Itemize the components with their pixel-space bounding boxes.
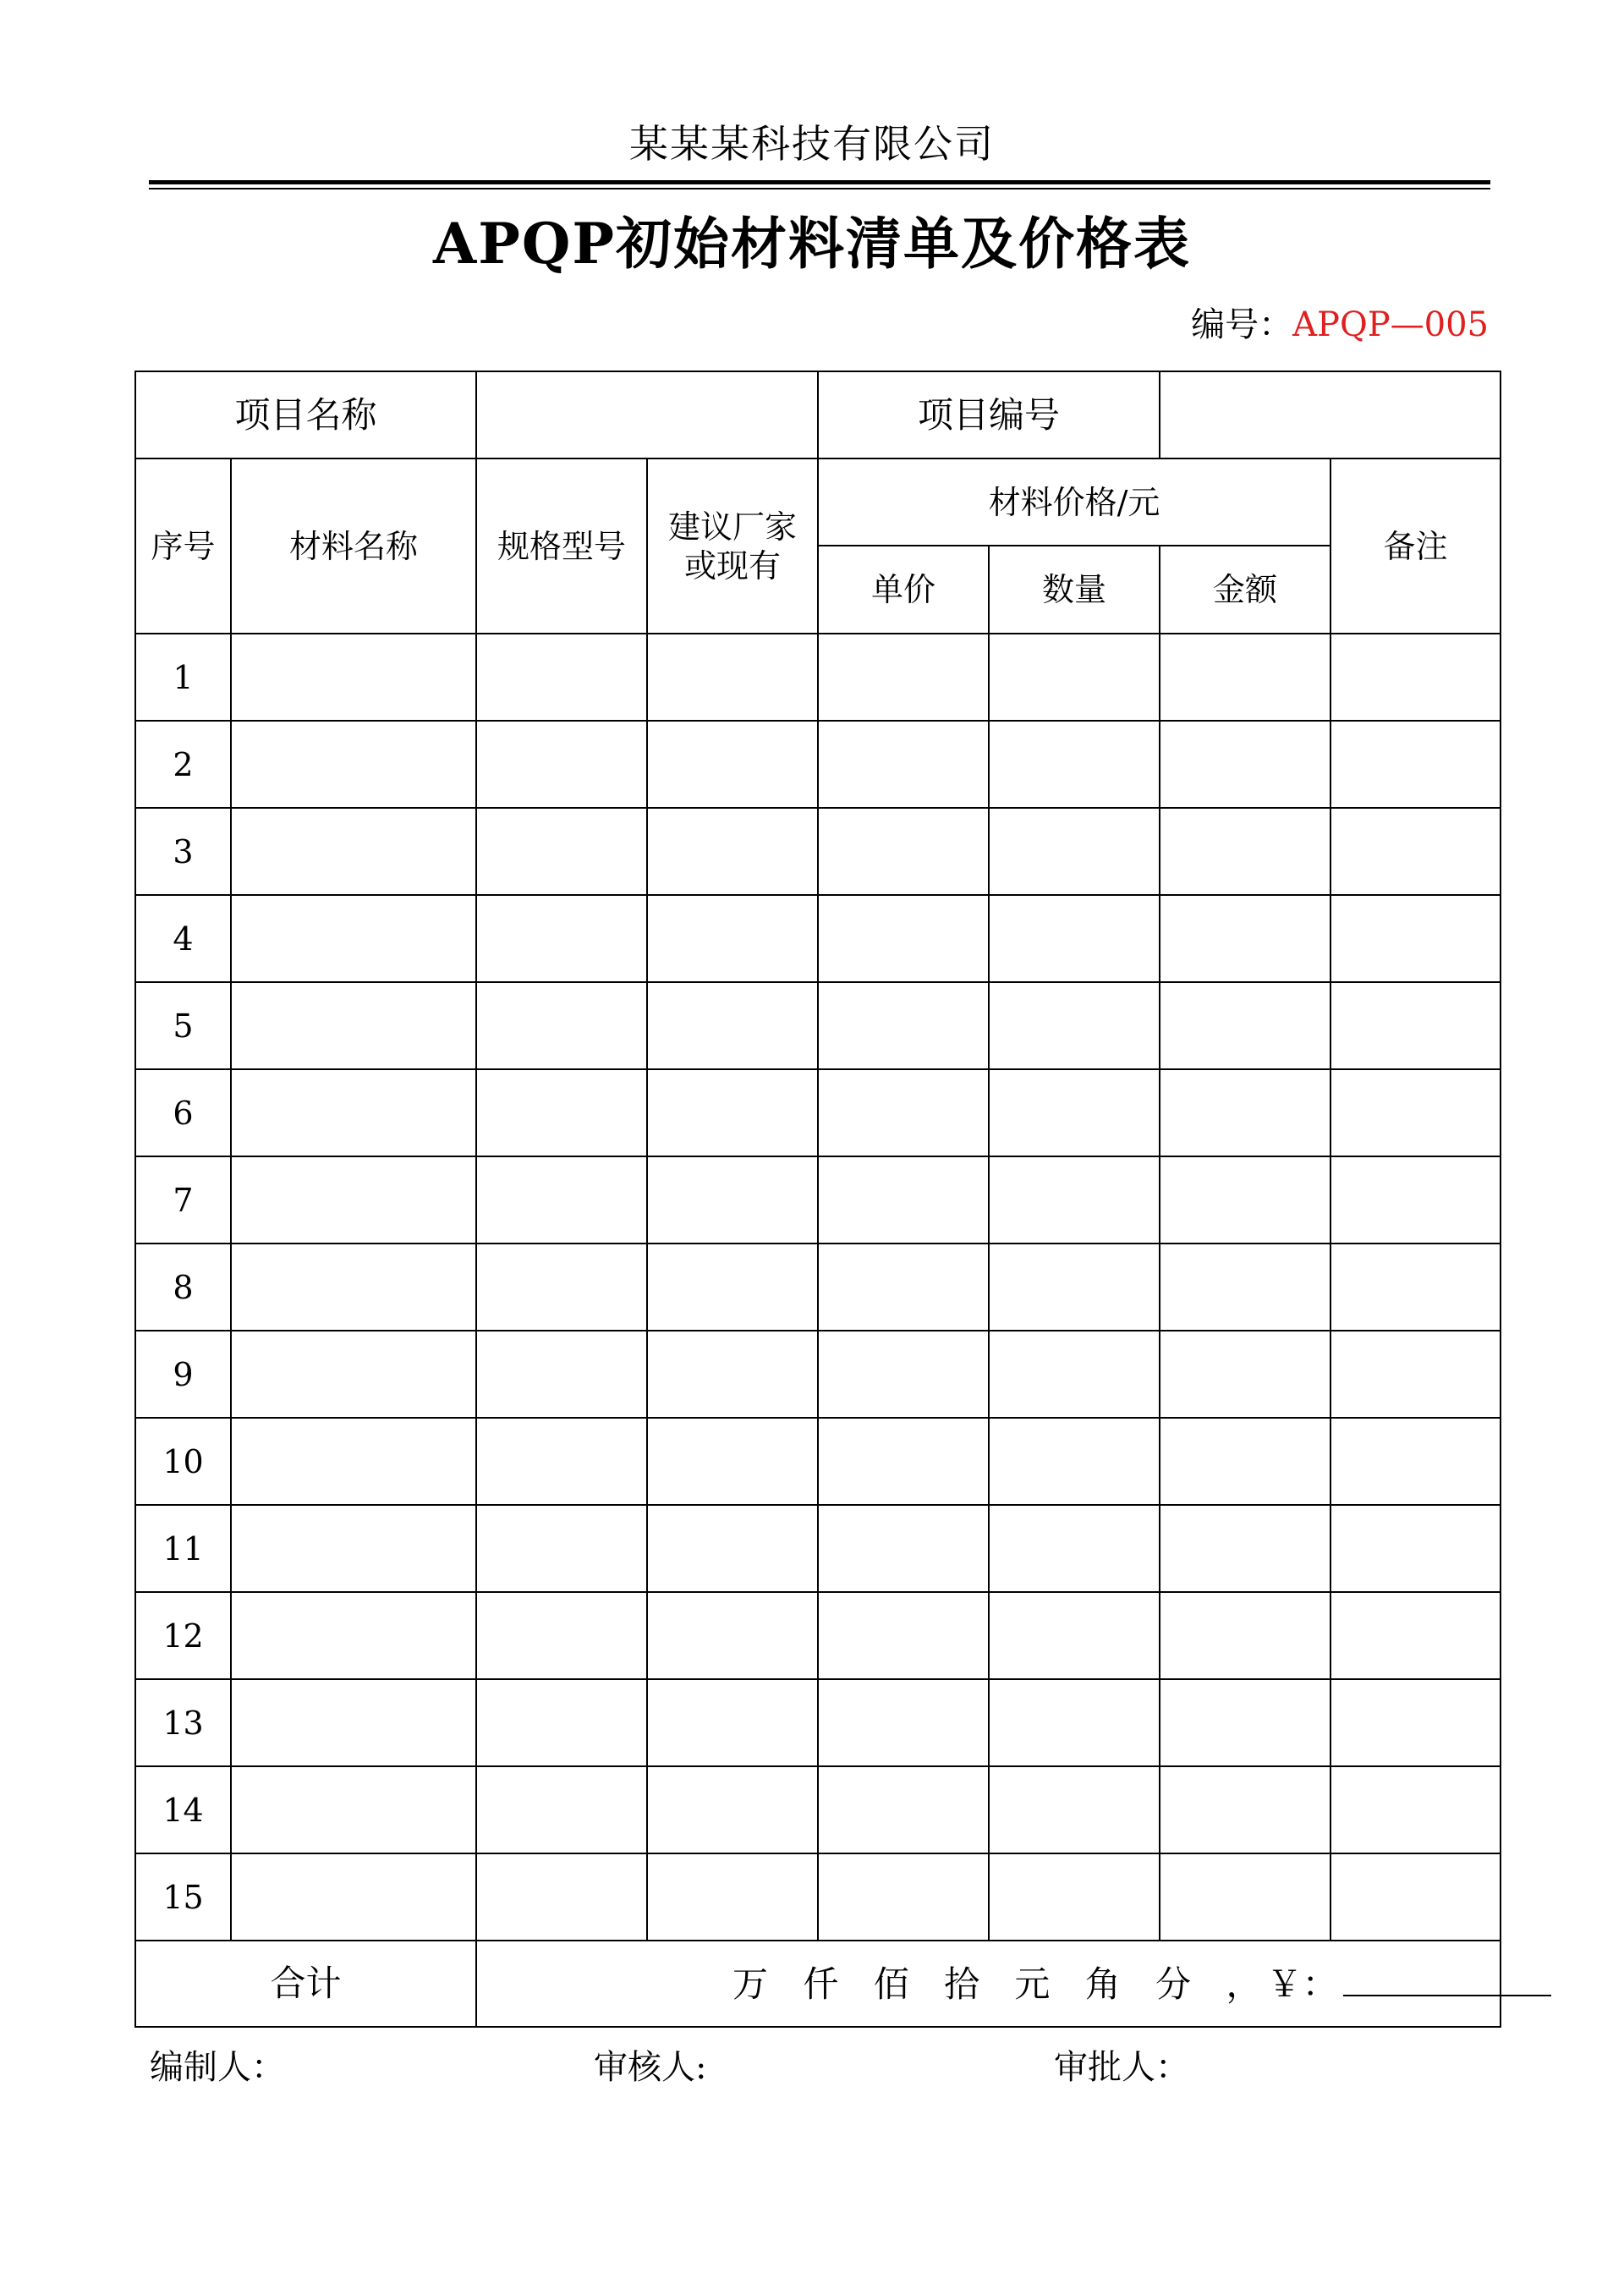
cell-quantity[interactable]: [989, 1069, 1160, 1156]
cell-supplier[interactable]: [647, 1853, 818, 1941]
cell-material-name[interactable]: [231, 1156, 476, 1244]
cell-quantity[interactable]: [989, 1156, 1160, 1244]
cell-spec[interactable]: [476, 808, 647, 895]
cell-material-name[interactable]: [231, 721, 476, 808]
row-seq: 1: [135, 634, 231, 721]
table-row: [135, 1069, 1501, 1156]
document-number-label: 编号：: [1191, 305, 1293, 344]
cell-unit-price[interactable]: [818, 1505, 989, 1592]
cell-spec[interactable]: [476, 895, 647, 982]
cell-unit-price[interactable]: [818, 1592, 989, 1679]
cell-material-name[interactable]: [231, 1069, 476, 1156]
cell-spec[interactable]: [476, 1069, 647, 1156]
row-seq: 14: [135, 1766, 231, 1853]
cell-supplier[interactable]: [647, 1069, 818, 1156]
cell-unit-price[interactable]: [818, 1331, 989, 1418]
cell-material-name[interactable]: [231, 895, 476, 982]
cell-material-name[interactable]: [231, 634, 476, 721]
header-remarks: 备注: [1330, 458, 1501, 634]
cell-supplier[interactable]: [647, 895, 818, 982]
total-currency: ￥：: [1266, 1963, 1338, 2005]
cell-spec[interactable]: [476, 1156, 647, 1244]
cell-remarks[interactable]: [1330, 1156, 1501, 1244]
row-seq: 15: [135, 1853, 231, 1941]
cell-spec[interactable]: [476, 1853, 647, 1941]
cell-material-name[interactable]: [231, 1331, 476, 1418]
cell-remarks[interactable]: [1330, 1766, 1501, 1853]
header-unit-price: 单价: [818, 546, 989, 634]
cell-amount[interactable]: [1160, 895, 1330, 982]
cell-amount[interactable]: [1160, 721, 1330, 808]
cell-supplier[interactable]: [647, 808, 818, 895]
cell-quantity[interactable]: [989, 1853, 1160, 1941]
cell-remarks[interactable]: [1330, 1505, 1501, 1592]
header-rule-thick: [149, 180, 1490, 184]
cell-remarks[interactable]: [1330, 1853, 1501, 1941]
cell-spec[interactable]: [476, 1331, 647, 1418]
reviewer-label: 审核人:: [594, 2048, 707, 2087]
cell-quantity[interactable]: [989, 895, 1160, 982]
project-number-label: 项目编号: [818, 371, 1160, 458]
row-seq: 2: [135, 721, 231, 808]
row-seq: 3: [135, 808, 231, 895]
cell-spec[interactable]: [476, 634, 647, 721]
column-header-row: [135, 458, 1501, 546]
row-seq: 13: [135, 1679, 231, 1766]
total-row: [135, 1941, 1501, 2027]
cell-amount[interactable]: [1160, 1679, 1330, 1766]
project-name-label: 项目名称: [135, 371, 476, 458]
cell-amount[interactable]: [1160, 1766, 1330, 1853]
cell-material-name[interactable]: [231, 808, 476, 895]
company-name: 某某某科技有限公司: [629, 121, 995, 167]
cell-supplier[interactable]: [647, 1592, 818, 1679]
cell-amount[interactable]: [1160, 1244, 1330, 1331]
cell-spec[interactable]: [476, 1505, 647, 1592]
cell-remarks[interactable]: [1330, 1331, 1501, 1418]
table-row: [135, 1156, 1501, 1244]
cell-quantity[interactable]: [989, 1679, 1160, 1766]
row-seq: 6: [135, 1069, 231, 1156]
cell-amount[interactable]: [1160, 1505, 1330, 1592]
row-seq: 9: [135, 1331, 231, 1418]
cell-unit-price[interactable]: [818, 1766, 989, 1853]
cell-material-name[interactable]: [231, 1244, 476, 1331]
cell-supplier[interactable]: [647, 1331, 818, 1418]
cell-unit-price[interactable]: [818, 1156, 989, 1244]
cell-unit-price[interactable]: [818, 721, 989, 808]
cell-amount[interactable]: [1160, 1592, 1330, 1679]
header-material-name: 材料名称: [231, 458, 476, 634]
cell-spec[interactable]: [476, 1766, 647, 1853]
table-row: [135, 1331, 1501, 1418]
document-number-value: APQP—005: [1292, 305, 1489, 344]
table-row: [135, 808, 1501, 895]
table-row: [135, 1766, 1501, 1853]
header-supplier: [647, 458, 818, 634]
cell-amount[interactable]: [1160, 1069, 1330, 1156]
table-row: [135, 982, 1501, 1069]
cell-remarks[interactable]: [1330, 1244, 1501, 1331]
cell-unit-price[interactable]: [818, 1679, 989, 1766]
header-spec: 规格型号: [476, 458, 647, 634]
cell-spec[interactable]: [476, 1244, 647, 1331]
cell-quantity[interactable]: [989, 1766, 1160, 1853]
table-row: [135, 895, 1501, 982]
cell-amount[interactable]: [1160, 808, 1330, 895]
table-row: [135, 1853, 1501, 1941]
cell-supplier[interactable]: [647, 982, 818, 1069]
row-seq: 11: [135, 1505, 231, 1592]
row-seq: 8: [135, 1244, 231, 1331]
header-amount: 金额: [1160, 546, 1330, 634]
cell-remarks[interactable]: [1330, 1418, 1501, 1505]
header-supplier-line1: 建议厂家: [668, 508, 798, 546]
cell-amount[interactable]: [1160, 1156, 1330, 1244]
cell-unit-price[interactable]: [818, 634, 989, 721]
header-quantity: 数量: [989, 546, 1160, 634]
cell-material-name[interactable]: [231, 1592, 476, 1679]
header-seq: 序号: [135, 458, 231, 634]
total-label: 合计: [135, 1941, 476, 2027]
cell-quantity[interactable]: [989, 1592, 1160, 1679]
cell-supplier[interactable]: [647, 634, 818, 721]
cell-remarks[interactable]: [1330, 808, 1501, 895]
material-price-table: [134, 371, 1501, 2028]
cell-remarks[interactable]: [1330, 1679, 1501, 1766]
table-row: [135, 1679, 1501, 1766]
cell-remarks[interactable]: [1330, 1069, 1501, 1156]
cell-supplier[interactable]: [647, 1505, 818, 1592]
cell-supplier[interactable]: [647, 1418, 818, 1505]
table-row: [135, 1418, 1501, 1505]
cell-material-name[interactable]: [231, 1853, 476, 1941]
table-row: [135, 634, 1501, 721]
row-seq: 5: [135, 982, 231, 1069]
cell-spec[interactable]: [476, 721, 647, 808]
row-seq: 4: [135, 895, 231, 982]
cell-unit-price[interactable]: [818, 982, 989, 1069]
cell-amount[interactable]: [1160, 1853, 1330, 1941]
cell-supplier[interactable]: [647, 1679, 818, 1766]
cell-material-name[interactable]: [231, 982, 476, 1069]
cell-material-name[interactable]: [231, 1505, 476, 1592]
cell-unit-price[interactable]: [818, 1418, 989, 1505]
project-name-field[interactable]: [476, 371, 818, 458]
document-number: [1191, 301, 1489, 349]
table-row: [135, 721, 1501, 808]
preparer-label: 编制人：: [150, 2048, 285, 2087]
cell-spec[interactable]: [476, 1418, 647, 1505]
document-title: APQP初始材料清单及价格表: [433, 211, 1191, 277]
cell-unit-price[interactable]: [818, 1069, 989, 1156]
cell-spec[interactable]: [476, 1679, 647, 1766]
cell-amount[interactable]: [1160, 1331, 1330, 1418]
cell-quantity[interactable]: [989, 1418, 1160, 1505]
cell-supplier[interactable]: [647, 721, 818, 808]
cell-supplier[interactable]: [647, 1156, 818, 1244]
cell-quantity[interactable]: [989, 808, 1160, 895]
row-seq: 10: [135, 1418, 231, 1505]
header-rule-thin: [149, 188, 1490, 189]
cell-quantity[interactable]: [989, 634, 1160, 721]
table-row: [135, 1592, 1501, 1679]
cell-spec[interactable]: [476, 1592, 647, 1679]
total-units: 万 仟 佰 拾 元 角 分 ，: [732, 1963, 1267, 2005]
cell-unit-price[interactable]: [818, 1853, 989, 1941]
table-row: [135, 1244, 1501, 1331]
cell-remarks[interactable]: [1330, 895, 1501, 982]
cell-amount[interactable]: [1160, 634, 1330, 721]
project-number-field[interactable]: [1160, 371, 1501, 458]
cell-amount[interactable]: [1160, 982, 1330, 1069]
cell-supplier[interactable]: [647, 1766, 818, 1853]
header-supplier-line2: 或现有: [684, 546, 782, 585]
cell-quantity[interactable]: [989, 721, 1160, 808]
cell-unit-price[interactable]: [818, 808, 989, 895]
total-blank-line[interactable]: [1343, 1964, 1551, 1996]
cell-quantity[interactable]: [989, 1244, 1160, 1331]
cell-quantity[interactable]: [989, 1505, 1160, 1592]
cell-material-name[interactable]: [231, 1766, 476, 1853]
table-row: [135, 1505, 1501, 1592]
project-info-row: [135, 371, 1501, 458]
cell-supplier[interactable]: [647, 1244, 818, 1331]
cell-material-name[interactable]: [231, 1418, 476, 1505]
cell-remarks[interactable]: [1330, 1592, 1501, 1679]
cell-remarks[interactable]: [1330, 634, 1501, 721]
cell-amount[interactable]: [1160, 1418, 1330, 1505]
cell-quantity[interactable]: [989, 1331, 1160, 1418]
approver-label: 审批人：: [1054, 2048, 1189, 2087]
cell-unit-price[interactable]: [818, 895, 989, 982]
cell-remarks[interactable]: [1330, 721, 1501, 808]
cell-spec[interactable]: [476, 982, 647, 1069]
cell-remarks[interactable]: [1330, 982, 1501, 1069]
total-amount-field[interactable]: [476, 1941, 1501, 2027]
row-seq: 12: [135, 1592, 231, 1679]
header-price-group: 材料价格/元: [818, 458, 1330, 546]
cell-material-name[interactable]: [231, 1679, 476, 1766]
cell-quantity[interactable]: [989, 982, 1160, 1069]
row-seq: 7: [135, 1156, 231, 1244]
cell-unit-price[interactable]: [818, 1244, 989, 1331]
